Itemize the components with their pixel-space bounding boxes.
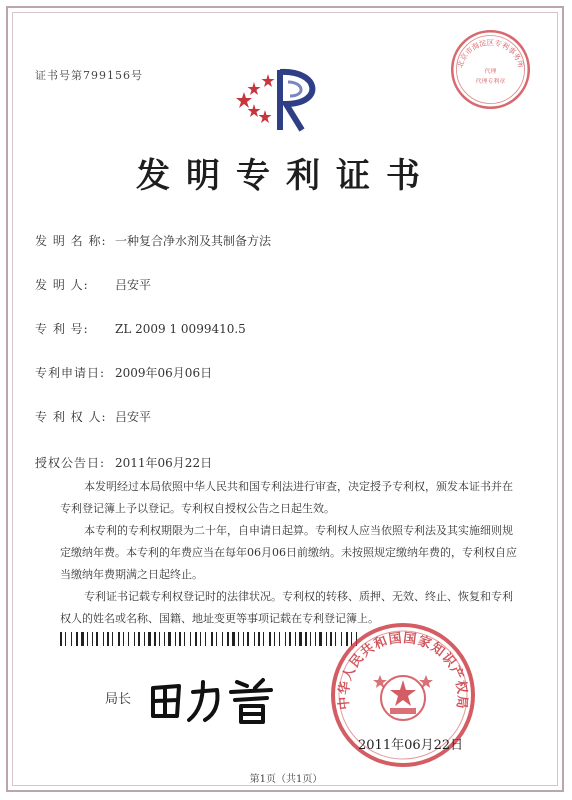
page-number: 第1页（共1页） bbox=[249, 774, 323, 785]
invention-name-value: 一种复合净水剂及其制备方法 bbox=[115, 234, 272, 248]
inventor-value: 吕安平 bbox=[115, 278, 152, 292]
seal-date: 2011年06月22日 bbox=[358, 738, 464, 753]
agency-seal-center-2: 代理专利章 bbox=[475, 78, 506, 86]
patent-number-value: ZL 2009 1 0099410.5 bbox=[115, 322, 246, 336]
field-invention-name bbox=[35, 232, 271, 249]
barcode-icon bbox=[60, 632, 360, 646]
certificate-number: 证书号第799156号 bbox=[35, 69, 143, 82]
agency-seal-center-1: 代理 bbox=[484, 67, 497, 75]
patentee-value: 吕安平 bbox=[115, 410, 152, 424]
red-seal-text: 中华人民共和国国家知识产权局 bbox=[336, 630, 470, 711]
agency-seal-text: 北京市海淀区专利事务所 bbox=[455, 37, 526, 69]
agency-seal-icon bbox=[448, 27, 533, 112]
field-inventor bbox=[35, 276, 151, 293]
patent-number-label: 专 利 号: bbox=[35, 322, 89, 336]
body-paragraph-2: 本专利的专利权期限为二十年，自申请日起算。专利权人应当依照专利法及其实施细则规定缴纳年费。本专利的年费应当在每年06月06日前缴纳。未按照规定缴纳年费的，专利权自应当缴纳年费期满之日起终止。 bbox=[60, 524, 517, 581]
certificate-body bbox=[60, 476, 520, 630]
inventor-label: 发 明 人: bbox=[35, 278, 89, 292]
announcement-date-value: 2011年06月22日 bbox=[115, 456, 213, 470]
director-label: 局长 bbox=[105, 692, 132, 707]
field-announcement-date bbox=[35, 454, 212, 471]
filing-date-label: 专利申请日: bbox=[35, 366, 106, 380]
patentee-label: 专 利 权 人: bbox=[35, 410, 107, 424]
filing-date-value: 2009年06月06日 bbox=[115, 366, 213, 380]
field-patentee bbox=[35, 408, 151, 425]
announcement-date-label: 授权公告日: bbox=[35, 456, 106, 470]
invention-name-label: 发 明 名 称: bbox=[35, 234, 107, 248]
field-patent-number bbox=[35, 320, 246, 337]
patent-office-emblem-icon bbox=[232, 60, 332, 135]
body-paragraph-1: 本发明经过本局依照中华人民共和国专利法进行审查，决定授予专利权，颁发本证书并在专利登记簿上予以登记。专利权自授权公告之日起生效。 bbox=[60, 480, 513, 515]
certificate-title: 发明专利证书 bbox=[136, 156, 436, 196]
body-paragraph-3: 专利证书记载专利权登记时的法律状况。专利权的转移、质押、无效、终止、恢复和专利权人的姓名或名称、国籍、地址变更等事项记载在专利登记簿上。 bbox=[60, 590, 513, 625]
director-signature-icon bbox=[145, 670, 285, 730]
field-filing-date bbox=[35, 364, 212, 381]
svg-text:北京市海淀区专利事务所 bbox=[455, 38, 525, 69]
